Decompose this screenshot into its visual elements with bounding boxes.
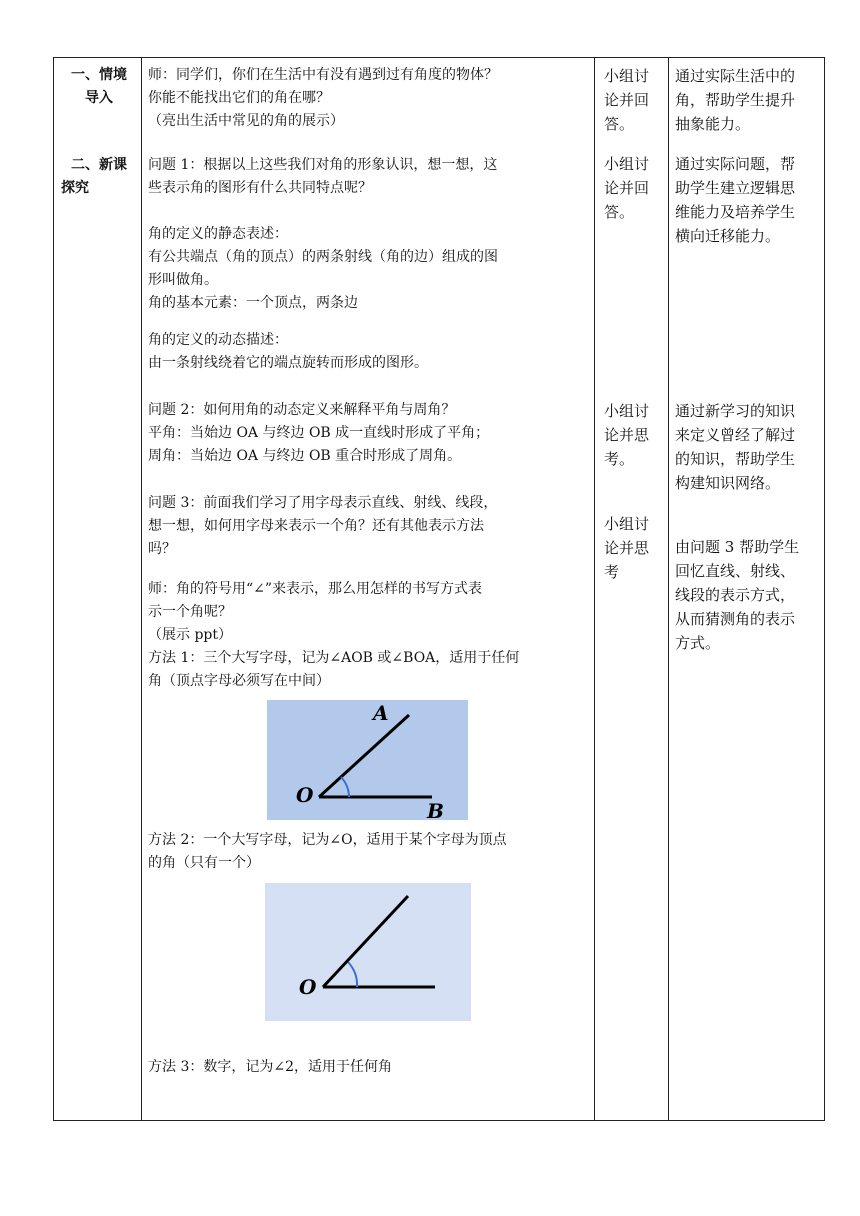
column-divider: [668, 58, 669, 1120]
teacher-activity-intro: 师：同学们，你们在生活中有没有遇到过有角度的物体？ 你能不能找出它们的角在哪？ （亮出生活中常见的角的展示）: [148, 67, 498, 129]
angle-o-figure: [265, 883, 471, 1021]
label-a: A: [373, 701, 389, 725]
label-b: B: [427, 799, 444, 820]
question-3: 问题 3：前面我们学习了用字母表示直线、射线、线段， 想一想，如何用字母来表示一个角？还有其他表示方法 吗？: [148, 495, 498, 557]
student-activity-q3: 小组讨 论并思 考: [604, 515, 650, 581]
design-intent-intro: 通过实际生活中的 角，帮助学生提升 抽象能力。: [675, 67, 796, 133]
student-activity-q2: 小组讨 论并思 考。: [604, 402, 650, 468]
method-3: 方法 3：数字，记为∠2，适用于任何角: [148, 1059, 392, 1075]
student-activity-q1: 小组讨 论并回 答。: [604, 155, 650, 221]
question-2: 问题 2：如何用角的动态定义来解释平角与周角？ 平角：当始边 OA 与终边 OB 成一直线时形成了平角； 周角：当始边 OA 与终边 OB 重合时形成了周角。: [148, 402, 490, 464]
static-definition: 角的定义的静态表述： 有公共端点（角的顶点）的两条射线（角的边）组成的图 形叫做角。 角的基本元素：一个顶点，两条边: [148, 226, 498, 311]
stage-label-new-lesson: 二、新课 探究: [61, 157, 127, 196]
label-o: O: [296, 783, 314, 807]
design-intent-q1: 通过实际问题，帮 助学生建立逻辑思 维能力及培养学生 横向迁移能力。: [675, 155, 796, 245]
figure-background: [265, 883, 471, 1021]
column-divider: [141, 58, 142, 1120]
angle-aob-figure: [267, 700, 468, 820]
dynamic-definition: 角的定义的动态描述： 由一条射线绕着它的端点旋转而形成的图形。: [148, 332, 428, 371]
angle-symbol-text: 师：角的符号用“∠”来表示，那么用怎样的书写方式表 示一个角呢？ （展示 ppt） 方法 1：三个大写字母，记为∠AOB 或∠BOA，适用于任何 角（顶点字母必须写在中间）: [148, 581, 520, 689]
student-activity-intro: 小组讨 论并回 答。: [604, 67, 650, 133]
design-intent-q2: 通过新学习的知识 来定义曾经了解过 的知识，帮助学生 构建知识网络。: [675, 402, 796, 492]
design-intent-q3: 由问题 3 帮助学生 回忆直线、射线、 线段的表示方式， 从而猜测角的表示 方式。: [675, 538, 800, 652]
method-2: 方法 2：一个大写字母，记为∠O，适用于某个字母为顶点 的角（只有一个）: [148, 832, 507, 871]
lesson-table: [53, 57, 825, 1121]
label-o: O: [299, 975, 317, 999]
question-1: 问题 1：根据以上这些我们对角的形象认识，想一想，这 些表示角的图形有什么共同特点呢？: [148, 157, 498, 196]
stage-label-intro: 一、情境 导入: [71, 67, 127, 106]
